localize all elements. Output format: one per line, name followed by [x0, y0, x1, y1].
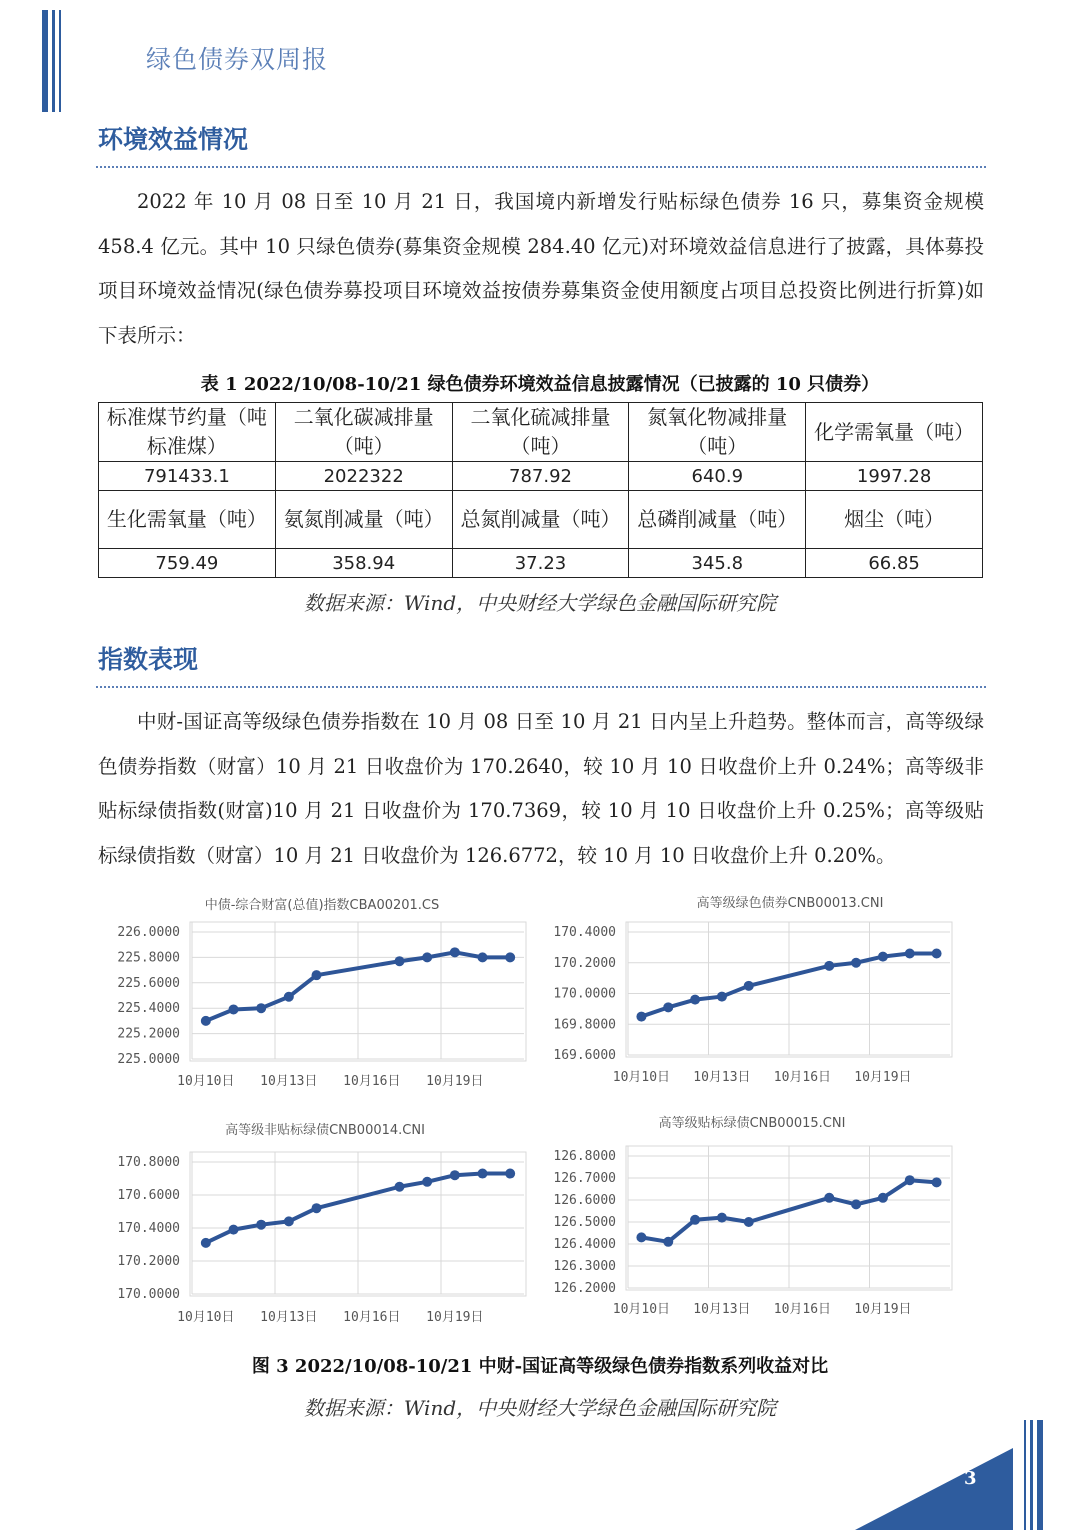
x-tick-label: 10月10日 — [177, 1310, 235, 1325]
y-tick-label: 170.2000 — [553, 955, 616, 971]
section-divider — [96, 686, 986, 688]
environment-benefit-table — [98, 402, 983, 578]
x-tick-label: 10月16日 — [343, 1310, 401, 1325]
table-header-cell: 标准煤节约量（吨标准煤） — [99, 403, 276, 462]
chart-cnb00015 — [540, 1108, 960, 1328]
data-point — [744, 1217, 754, 1227]
data-point — [690, 1215, 700, 1225]
x-tick-label: 10月19日 — [854, 1302, 912, 1317]
y-tick-label: 225.4000 — [117, 1001, 180, 1017]
x-tick-label: 10月16日 — [343, 1074, 401, 1089]
data-point — [478, 952, 488, 962]
table-header-cell: 化学需氧量（吨） — [806, 403, 983, 462]
table-header-cell: 总氮削减量（吨） — [452, 491, 629, 549]
x-tick-label: 10月16日 — [773, 1302, 832, 1317]
y-tick-label: 126.5000 — [553, 1215, 616, 1230]
x-tick-label: 10月10日 — [612, 1302, 671, 1317]
chart-title: 高等级绿色债券CNB00013.CNI — [696, 896, 884, 911]
x-tick-label: 10月13日 — [693, 1302, 751, 1317]
data-point — [690, 995, 700, 1005]
table-value-cell: 358.94 — [275, 549, 452, 578]
y-tick-label: 170.0000 — [553, 986, 616, 1002]
y-tick-label: 126.3000 — [553, 1259, 616, 1274]
x-tick-label: 10月13日 — [260, 1310, 318, 1325]
data-point — [851, 1199, 861, 1209]
data-point — [395, 1182, 405, 1192]
chart-cnb00013 — [540, 888, 960, 1093]
figure-caption: 图 3 2022/10/08-10/21 中财-国证高等级绿色债券指数系列收益对比 — [251, 1356, 829, 1377]
y-tick-label: 126.8000 — [553, 1149, 616, 1164]
data-point — [256, 1220, 266, 1230]
line-chart-svg — [540, 1108, 960, 1328]
table-value-cell: 791433.1 — [99, 462, 276, 491]
data-point — [717, 1213, 727, 1223]
line-chart-svg — [100, 1112, 530, 1332]
x-tick-label: 10月10日 — [612, 1070, 671, 1085]
table-header-cell: 生化需氧量（吨） — [99, 491, 276, 549]
x-tick-label: 10月10日 — [177, 1074, 235, 1089]
data-point — [201, 1016, 211, 1026]
data-point — [505, 1169, 515, 1179]
table-value-cell: 640.9 — [629, 462, 806, 491]
y-tick-label: 169.8000 — [553, 1017, 616, 1033]
table-header-cell: 氮氧化物减排量（吨） — [629, 403, 806, 462]
data-point — [851, 958, 861, 968]
x-tick-label: 10月13日 — [693, 1070, 751, 1085]
chart-cba00201 — [100, 888, 530, 1093]
table-header-cell: 烟尘（吨） — [806, 491, 983, 549]
y-tick-label: 170.2000 — [117, 1254, 180, 1269]
data-point — [932, 1177, 942, 1187]
figure-source-note: 数据来源：Wind，中央财经大学绿色金融国际研究院 — [303, 1396, 777, 1420]
data-point — [663, 1237, 673, 1247]
environment-paragraph — [98, 180, 984, 358]
data-point — [636, 1232, 646, 1242]
y-tick-label: 170.6000 — [117, 1188, 180, 1203]
data-point — [905, 949, 915, 959]
index-paragraph — [98, 700, 984, 878]
data-point — [478, 1169, 488, 1179]
chart-title: 高等级非贴标绿债CNB00014.CNI — [225, 1123, 425, 1138]
table-caption: 表 1 2022/10/08-10/21 绿色债券环境效益信息披露情况（已披露的 10 只债券） — [200, 374, 880, 395]
table-header-cell: 二氧化碳减排量（吨） — [275, 403, 452, 462]
report-title: 绿色债券双周报 — [146, 45, 329, 74]
data-point — [878, 952, 888, 962]
x-tick-label: 10月16日 — [773, 1070, 832, 1085]
table-value-cell: 1997.28 — [806, 462, 983, 491]
x-tick-label: 10月19日 — [426, 1310, 484, 1325]
data-point — [636, 1012, 646, 1022]
y-tick-label: 126.7000 — [553, 1171, 616, 1186]
data-point — [312, 1203, 322, 1213]
data-point — [878, 1193, 888, 1203]
y-tick-label: 126.2000 — [553, 1281, 616, 1296]
table-header-cell: 总磷削减量（吨） — [629, 491, 806, 549]
data-point — [284, 992, 294, 1002]
line-chart-svg — [100, 888, 530, 1093]
chart-title: 中债-综合财富(总值)指数CBA00201.CS — [204, 898, 440, 913]
data-point — [663, 1002, 673, 1012]
y-tick-label: 225.0000 — [117, 1052, 180, 1067]
data-point — [450, 947, 460, 957]
data-point — [395, 956, 405, 966]
data-point — [256, 1003, 266, 1013]
data-point — [824, 1193, 834, 1203]
table-value-cell: 2022322 — [275, 462, 452, 491]
table-header-cell: 氨氮削减量（吨） — [275, 491, 452, 549]
y-tick-label: 170.0000 — [117, 1287, 180, 1302]
chart-cnb00014 — [100, 1112, 530, 1332]
data-point — [201, 1238, 211, 1248]
table-source-note: 数据来源：Wind，中央财经大学绿色金融国际研究院 — [303, 591, 777, 615]
table-value-cell: 37.23 — [452, 549, 629, 578]
y-tick-label: 169.6000 — [553, 1048, 616, 1063]
data-point — [229, 1004, 239, 1014]
y-tick-label: 225.2000 — [117, 1026, 180, 1042]
table-row — [99, 491, 983, 549]
table-value-cell: 66.85 — [806, 549, 983, 578]
data-point — [744, 981, 754, 991]
x-tick-label: 10月19日 — [854, 1070, 912, 1085]
data-point — [824, 961, 834, 971]
footer-triangle-decoration — [855, 1448, 1015, 1532]
y-tick-label: 170.4000 — [117, 1221, 180, 1236]
y-tick-label: 225.6000 — [117, 975, 180, 991]
y-tick-label: 226.0000 — [117, 925, 180, 940]
data-point — [450, 1170, 460, 1180]
data-point — [422, 1177, 432, 1187]
environment-paragraph-text: 2022 年 10 月 08 日至 10 月 21 日，我国境内新增发行贴标绿色债券 16 只，募集资金规模 458.4 亿元。其中 10 只绿色债券(募集资金规模 284.40 亿元)对环境效益信息进行了披露，具体募投项目环境效益情况(绿色债券募投项目环境效益按债券募集资金使用额度占项目总投资比例进行折算)如下表所示： — [98, 190, 984, 347]
y-tick-label: 170.4000 — [553, 925, 616, 940]
data-point — [932, 949, 942, 959]
table-row — [99, 462, 983, 491]
table-value-cell: 787.92 — [452, 462, 629, 491]
table-row — [99, 403, 983, 462]
table-row — [99, 549, 983, 578]
chart-title: 高等级贴标绿债CNB00015.CNI — [658, 1116, 846, 1131]
data-point — [284, 1216, 294, 1226]
data-point — [717, 992, 727, 1002]
data-point — [905, 1175, 915, 1185]
y-tick-label: 126.4000 — [553, 1237, 616, 1252]
line-chart-svg — [540, 888, 960, 1093]
index-paragraph-text: 中财-国证高等级绿色债券指数在 10 月 08 日至 10 月 21 日内呈上升趋势。整体而言，高等级绿色债券指数（财富）10 月 21 日收盘价为 170.2640，较 10 月 10 日收盘价上升 0.24%；高等级非贴标绿债指数(财富)10 月 21 日收盘价为 170.7369，较 10 月 10 日收盘价上升 0.25%；高等级贴标绿债指数（财富）10 月 21 日收盘价为 126.6772，较 10 月 10 日收盘价上升 0.20%。 — [98, 710, 984, 867]
data-point — [312, 970, 322, 980]
table-value-cell: 759.49 — [99, 549, 276, 578]
y-tick-label: 170.8000 — [117, 1155, 180, 1170]
x-tick-label: 10月13日 — [260, 1074, 318, 1089]
section-divider — [96, 166, 986, 168]
y-tick-label: 225.8000 — [117, 950, 180, 966]
x-tick-label: 10月19日 — [426, 1074, 484, 1089]
table-header-cell: 二氧化硫减排量（吨） — [452, 403, 629, 462]
table-value-cell: 345.8 — [629, 549, 806, 578]
page-number: 3 — [964, 1468, 977, 1489]
data-point — [229, 1225, 239, 1235]
data-point — [422, 952, 432, 962]
footer-decoration-bars — [1024, 1420, 1046, 1530]
header-decoration-bars — [42, 10, 64, 112]
data-point — [505, 952, 515, 962]
y-tick-label: 126.6000 — [553, 1193, 616, 1208]
section-heading-environment: 环境效益情况 — [98, 125, 249, 154]
section-heading-index: 指数表现 — [98, 645, 199, 674]
